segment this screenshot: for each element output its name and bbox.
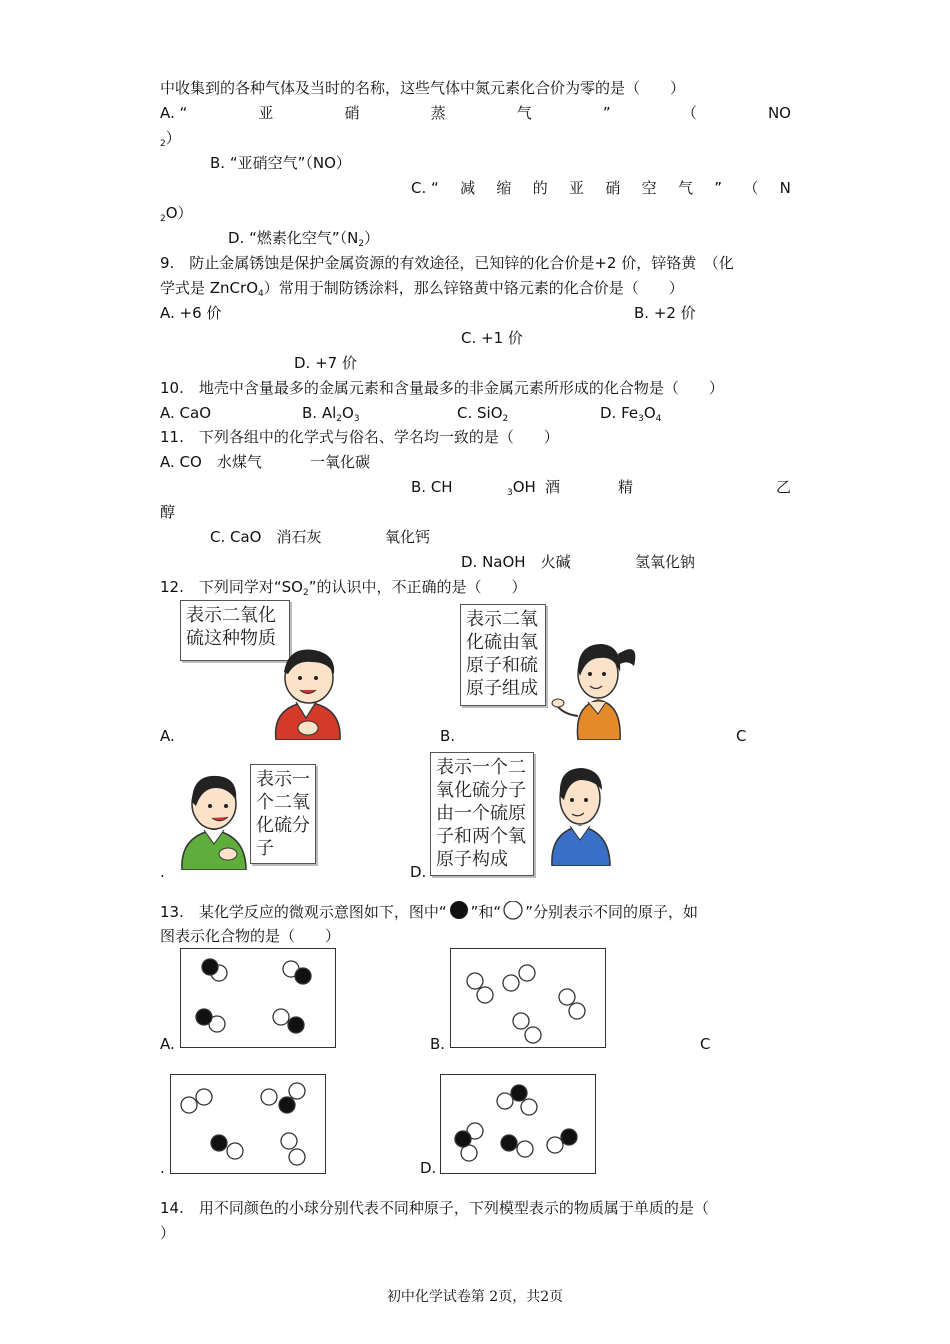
student-boy-red-illustration: [262, 640, 352, 740]
q14-stem-line2: ）: [160, 1224, 176, 1242]
q13-option-a-label: A.: [160, 1035, 175, 1053]
q8-option-a-tail: $_2$）: [160, 129, 181, 149]
speech-bubble-c: 表示一个二氧化硫分子: [250, 764, 316, 864]
q11-stem: 11. 下列各组中的化学式与俗名、学名均一致的是（ ）: [160, 428, 559, 446]
q12-option-c-label: C: [736, 727, 747, 745]
page-footer: 初中化学试卷第 2页，共2页: [386, 1289, 564, 1305]
q11-option-b-common1: 酒: [545, 478, 561, 496]
q10-option-b: B. $Al_2O_3$: [302, 404, 360, 424]
q11-option-b-formula: $_3$OH: [507, 478, 536, 498]
q13-stem-line1: 13. 某化学反应的微观示意图如下，图中“ ”和“ ”分别表示不同的原子，如: [160, 903, 698, 921]
q12-option-b-label: B.: [440, 727, 456, 745]
q11-option-c-name: 氧化钙: [385, 528, 431, 546]
q13-option-c-label: C: [700, 1035, 711, 1053]
white-atom-icon: [501, 901, 525, 921]
q10-option-a: A. CaO: [160, 404, 212, 422]
q9-stem-line1: 9. 防止金属锈蚀是保护金属资源的有效途径，已知锌的化合价是+2 价，锌铬黄 （化: [160, 254, 734, 272]
q11-option-a: A. CO 水煤气: [160, 453, 262, 471]
q11-option-c: C. CaO 消石灰: [210, 528, 322, 546]
q9-option-c: C. +1 价: [461, 329, 523, 347]
q12-option-d-label: D.: [410, 863, 427, 881]
q11-option-d: D. NaOH 火碱: [461, 553, 571, 571]
q14-stem-line1: 14. 用不同颜色的小球分别代表不同种原子，下列模型表示的物质属于单质的是（: [160, 1199, 709, 1217]
q10-option-c: C. SiO$_2$: [457, 404, 509, 424]
q8-option-a: A. “ 亚 硝 蒸 气 ” （ NO: [160, 104, 791, 122]
molecule-box-a: [180, 948, 336, 1048]
q13-option-c-dot: .: [160, 1159, 165, 1177]
q8-stem-line: 中收集到的各种气体及当时的名称，这些气体中氮元素化合价为零的是（ ）: [160, 79, 686, 97]
student-boy-green-illustration: [176, 770, 256, 870]
speech-bubble-a: 表示二氧化硫这种物质: [180, 600, 290, 661]
q8-option-c-tail: $_2$O）: [160, 204, 193, 224]
student-boy-blue-illustration: [540, 760, 620, 866]
q12-option-c-dot: .: [160, 863, 165, 881]
molecule-box-d: [440, 1074, 596, 1174]
q9-option-b: B. +2 价: [634, 304, 696, 322]
q12-option-a-label: A.: [160, 727, 175, 745]
q10-option-d: D. $Fe_3O_4$: [600, 404, 662, 424]
q9-option-d: D. +7 价: [294, 354, 357, 372]
speech-bubble-b: 表示二氧化硫由氧原子和硫原子组成: [460, 604, 546, 706]
q13-option-d-label: D.: [420, 1159, 437, 1177]
black-atom-icon: [447, 901, 471, 921]
q11-option-d-name: 氢氧化钠: [635, 553, 696, 571]
q8-option-b: B. “亚硝空气”（NO）: [210, 154, 351, 172]
molecule-box-b: [450, 948, 606, 1048]
q12-stem: 12. 下列同学对“$SO_2$”的认识中，不正确的是（ ）: [160, 578, 527, 598]
q11-option-b: B. CH: [411, 478, 453, 496]
q9-stem-line2: 学式是 ZnCrO$_4$）常用于制防锈涂料，那么锌铬黄中铬元素的化合价是（ ）: [160, 279, 684, 299]
q11-option-b-name2: 醇: [160, 503, 176, 521]
q13-option-b-label: B.: [430, 1035, 446, 1053]
q8-option-d: D. “燃素化空气$”(N_2)$: [228, 229, 380, 249]
molecule-box-c: [170, 1074, 326, 1174]
q11-option-b-name1: 乙: [776, 478, 792, 496]
student-girl-orange-illustration: [548, 630, 643, 740]
speech-bubble-d: 表示一个二氧化硫分子由一个硫原子和两个氧原子构成: [430, 752, 534, 876]
q13-stem-line2: 图表示化合物的是（ ）: [160, 927, 341, 945]
q11-option-a-name: 一氧化碳: [310, 453, 371, 471]
q9-option-a: A. +6 价: [160, 304, 222, 322]
q10-stem: 10. 地壳中含量最多的金属元素和含量最多的非金属元素所形成的化合物是（ ）: [160, 379, 724, 397]
q8-option-c: C. “ 减 缩 的 亚 硝 空 气 ” （ N: [411, 179, 791, 197]
q11-option-b-common2: 精: [618, 478, 634, 496]
